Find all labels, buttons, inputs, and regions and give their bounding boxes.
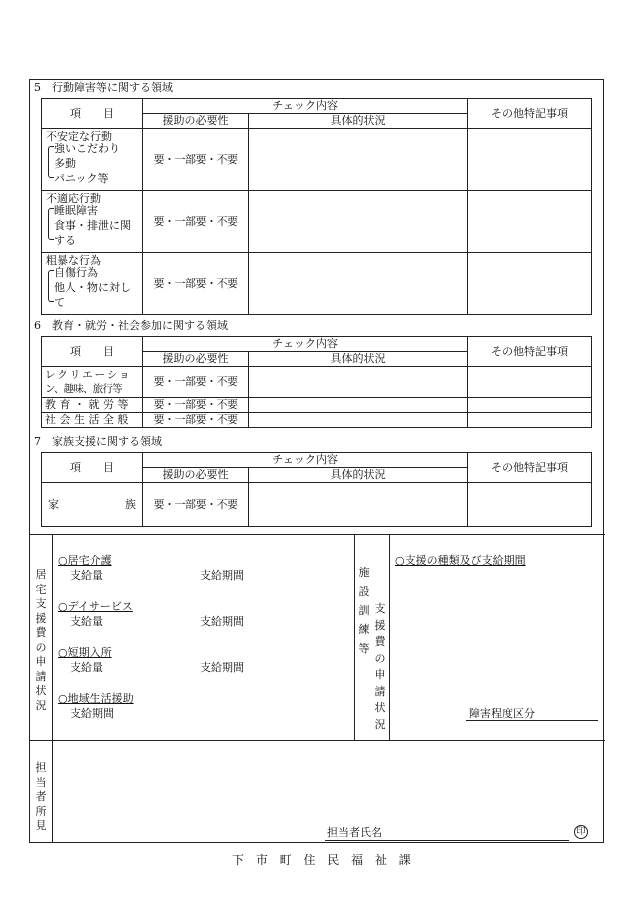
other-cell[interactable] [468, 129, 592, 191]
other-cell[interactable] [468, 367, 592, 398]
item-header: 項 目 [42, 337, 143, 367]
other-header: その他特記事項 [468, 99, 592, 129]
family-label-b: 族 [125, 497, 136, 511]
detail-cell[interactable] [249, 129, 468, 191]
row-line: て [54, 296, 65, 309]
row-label: 社会生活全般 [42, 413, 143, 428]
check-header: チェック内容 [143, 453, 468, 468]
detail-cell[interactable] [249, 483, 468, 527]
other-header: その他特記事項 [468, 337, 592, 367]
need-value: 要・一部要・不要 [143, 253, 249, 315]
service-period: 支給期間 [70, 707, 114, 720]
disability-level-label: 障害程度区分 [469, 707, 535, 720]
row-head: 不適応行動 [46, 192, 101, 205]
row-line: する [54, 234, 76, 247]
divider [52, 534, 53, 740]
office-name: 下 市 町 住 民 福 祉 課 [232, 853, 415, 867]
section-6-title: 6 教育・就労・社会参加に関する領域 [34, 319, 228, 332]
facility-side-label-2: 支援費の申請状況 [374, 602, 386, 731]
divider [389, 534, 390, 740]
row-head: 不安定な行動 [46, 130, 112, 143]
service-title: ○短期入所 [58, 646, 112, 659]
staff-name-label: 担当者氏名 [327, 826, 382, 839]
need-value: 要・一部要・不要 [143, 398, 249, 413]
check-header: チェック内容 [143, 99, 468, 114]
section-7-table [41, 452, 592, 527]
service-title: ○居宅介護 [58, 554, 112, 567]
detail-header: 具体的状況 [249, 114, 468, 129]
need-value: 要・一部要・不要 [143, 367, 249, 398]
detail-header: 具体的状況 [249, 468, 468, 483]
need-header: 援助の必要性 [143, 114, 249, 129]
row-line: 睡眠障害 [54, 204, 98, 217]
need-value: 要・一部要・不要 [143, 413, 249, 428]
check-header: チェック内容 [143, 337, 468, 352]
bracket-icon [48, 146, 54, 178]
item-header: 項 目 [42, 453, 143, 483]
section-6-table [41, 336, 592, 428]
need-value: 要・一部要・不要 [143, 483, 249, 527]
other-cell[interactable] [468, 483, 592, 527]
row-line: 多動 [54, 157, 76, 170]
detail-cell[interactable] [249, 413, 468, 428]
row-label: ン、趣味、旅行等 [45, 383, 122, 395]
seal-label: 印 [576, 827, 586, 837]
service-title: ○デイサービス [58, 600, 133, 613]
other-cell[interactable] [468, 253, 592, 315]
seal-icon [574, 825, 588, 839]
row-line: 他人・物に対し [54, 281, 131, 294]
staff-name-underline [325, 840, 569, 841]
row-head: 粗暴な行為 [46, 254, 101, 267]
section-5-table [41, 98, 592, 315]
divider [354, 534, 355, 740]
service-title: ○地域生活援助 [58, 692, 134, 705]
service-amount: 支給量 [70, 569, 103, 582]
detail-cell[interactable] [249, 191, 468, 253]
divider [29, 534, 605, 535]
detail-header: 具体的状況 [249, 352, 468, 367]
family-label-a: 家 [48, 497, 59, 511]
service-period: 支給期間 [200, 615, 244, 628]
need-value: 要・一部要・不要 [143, 191, 249, 253]
section-5-title: 5 行動障害等に関する領域 [34, 81, 173, 94]
row-label: 教育・就労等 [42, 398, 143, 413]
bracket-icon [48, 270, 54, 302]
other-cell[interactable] [468, 191, 592, 253]
section-7-title: 7 家族支援に関する領域 [34, 435, 162, 448]
detail-cell[interactable] [249, 253, 468, 315]
home-support-side-label: 居宅支援費の申請状況 [35, 568, 47, 712]
opinion-side-label: 担当者所見 [35, 761, 47, 832]
row-line: 自傷行為 [54, 266, 98, 279]
need-header: 援助の必要性 [143, 468, 249, 483]
other-header: その他特記事項 [468, 453, 592, 483]
service-period: 支給期間 [200, 661, 244, 674]
item-header: 項 目 [42, 99, 143, 129]
detail-cell[interactable] [249, 367, 468, 398]
facility-support-title: ○支援の種類及び支給期間 [395, 554, 526, 567]
disability-level-underline [466, 720, 598, 721]
service-amount: 支給量 [70, 661, 103, 674]
need-value: 要・一部要・不要 [143, 129, 249, 191]
row-line: 強いこだわり [54, 142, 120, 155]
divider [52, 740, 53, 843]
divider [29, 740, 605, 741]
detail-cell[interactable] [249, 398, 468, 413]
bracket-icon [48, 208, 54, 240]
other-cell[interactable] [468, 413, 592, 428]
other-cell[interactable] [468, 398, 592, 413]
row-line: パニック等 [54, 172, 109, 185]
service-amount: 支給量 [70, 615, 103, 628]
facility-side-label-1: 施設訓練等 [358, 566, 370, 655]
row-label: レクリエーショ [45, 369, 132, 381]
need-header: 援助の必要性 [143, 352, 249, 367]
row-line: 食事・排泄に関 [54, 219, 131, 232]
service-period: 支給期間 [200, 569, 244, 582]
